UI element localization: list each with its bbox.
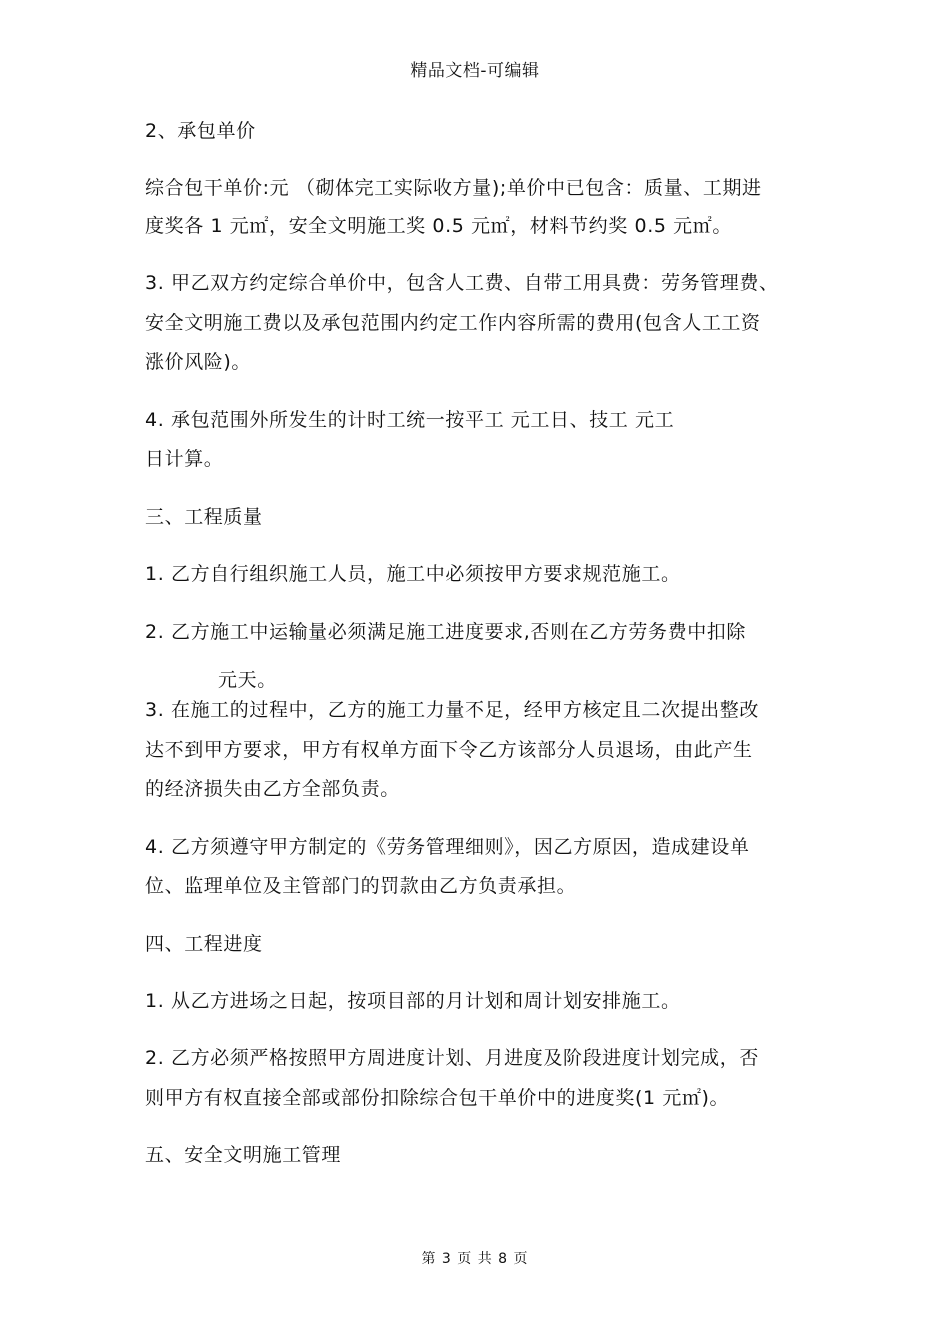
section-heading: 三、工程质量 — [145, 506, 263, 528]
text-line: 度奖各 1 元㎡，安全文明施工奖 0.5 元㎡，材料节约奖 0.5 元㎡。 — [145, 215, 732, 237]
text-line: 涨价风险)。 — [145, 351, 252, 373]
text-line: 3. 在施工的过程中，乙方的施工力量不足，经甲方核定且二次提出整改 — [145, 699, 759, 721]
section-heading: 2、承包单价 — [145, 120, 256, 142]
section-heading: 四、工程进度 — [145, 933, 263, 955]
page-footer: 第 3 页 共 8 页 — [421, 1251, 529, 1267]
text-line: 元天。 — [218, 669, 277, 691]
section-heading: 五、安全文明施工管理 — [145, 1144, 342, 1166]
text-line: 的经济损失由乙方全部负责。 — [145, 778, 400, 800]
text-line: 3. 甲乙双方约定综合单价中，包含人工费、自带工用具费：劳务管理费、 — [145, 272, 779, 294]
text-line: 4. 承包范围外所发生的计时工统一按平工 元工日、技工 元工 — [145, 409, 675, 431]
text-line: 1. 乙方自行组织施工人员，施工中必须按甲方要求规范施工。 — [145, 563, 681, 585]
text-line: 达不到甲方要求，甲方有权单方面下令乙方该部分人员退场，由此产生 — [145, 739, 753, 761]
text-line: 日计算。 — [145, 448, 224, 470]
text-line: 2. 乙方施工中运输量必须满足施工进度要求,否则在乙方劳务费中扣除 — [145, 621, 747, 643]
page-header: 精品文档-可编辑 — [410, 61, 540, 81]
text-line: 位、监理单位及主管部门的罚款由乙方负责承担。 — [145, 875, 577, 897]
text-line: 安全文明施工费以及承包范围内约定工作内容所需的费用(包含人工工资 — [145, 312, 761, 334]
text-line: 综合包干单价:元 （砌体完工实际收方量);单价中已包含：质量、工期进 — [145, 177, 762, 199]
text-line: 2. 乙方必须严格按照甲方周进度计划、月进度及阶段进度计划完成，否 — [145, 1047, 759, 1069]
text-line: 则甲方有权直接全部或部份扣除综合包干单价中的进度奖(1 元㎡)。 — [145, 1087, 730, 1109]
text-line: 4. 乙方须遵守甲方制定的《劳务管理细则》，因乙方原因，造成建设单 — [145, 836, 750, 858]
text-line: 1. 从乙方进场之日起，按项目部的月计划和周计划安排施工。 — [145, 990, 681, 1012]
